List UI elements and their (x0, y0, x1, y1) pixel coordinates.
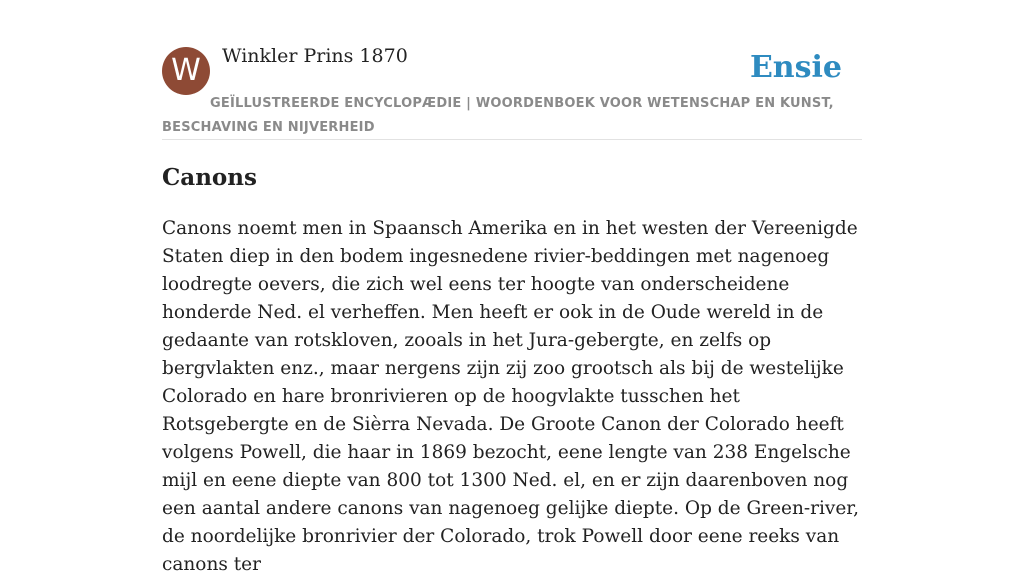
source-title-link[interactable]: Winkler Prins 1870 (222, 45, 408, 67)
page-container (162, 0, 862, 575)
source-subtitle: GEÏLLUSTREERDE ENCYCLOPÆDIE | WOORDENBOEK VOOR WETENSCHAP EN KUNST, BESCHAVING EN NIJVERHEID (162, 96, 834, 135)
article-body: Canons noemt men in Spaansch Amerika en in het westen der Vereenigde Staten diep in den bodem ingesnedene rivier-beddingen met nagenoeg loodregte oevers, die zich wel eens ter hoogte van onderscheidene honderde Ned. el verheffen. Men heeft er ook in de Oude wereld in de gedaante van rotskloven, zooals in het Jura-gebergte, en zelfs op bergvlakten enz., maar nergens zijn zij zoo grootsch als bij de westelijke Colorado en hare bronrivieren op de hoogvlakte tusschen het Rotsgebergte en de Sièrra Nevada. De Groote Canon der Colorado heeft volgens Powell, die haar in 1869 bezocht, eene lengte van 238 Engelsche mijl en eene diepte van 800 tot 1300 Ned. el, en er zijn daarenboven nog een aantal andere canons van nagenoeg gelijke diepte. Op de Green-river, de noordelijke bronrivier der Colorado, trok Powell door eene reeks van canons ter (162, 218, 859, 575)
article-title: Canons (162, 164, 257, 191)
ensie-logo[interactable]: Ensie (749, 50, 842, 85)
source-avatar[interactable]: W (162, 47, 210, 95)
header-divider (162, 139, 862, 140)
